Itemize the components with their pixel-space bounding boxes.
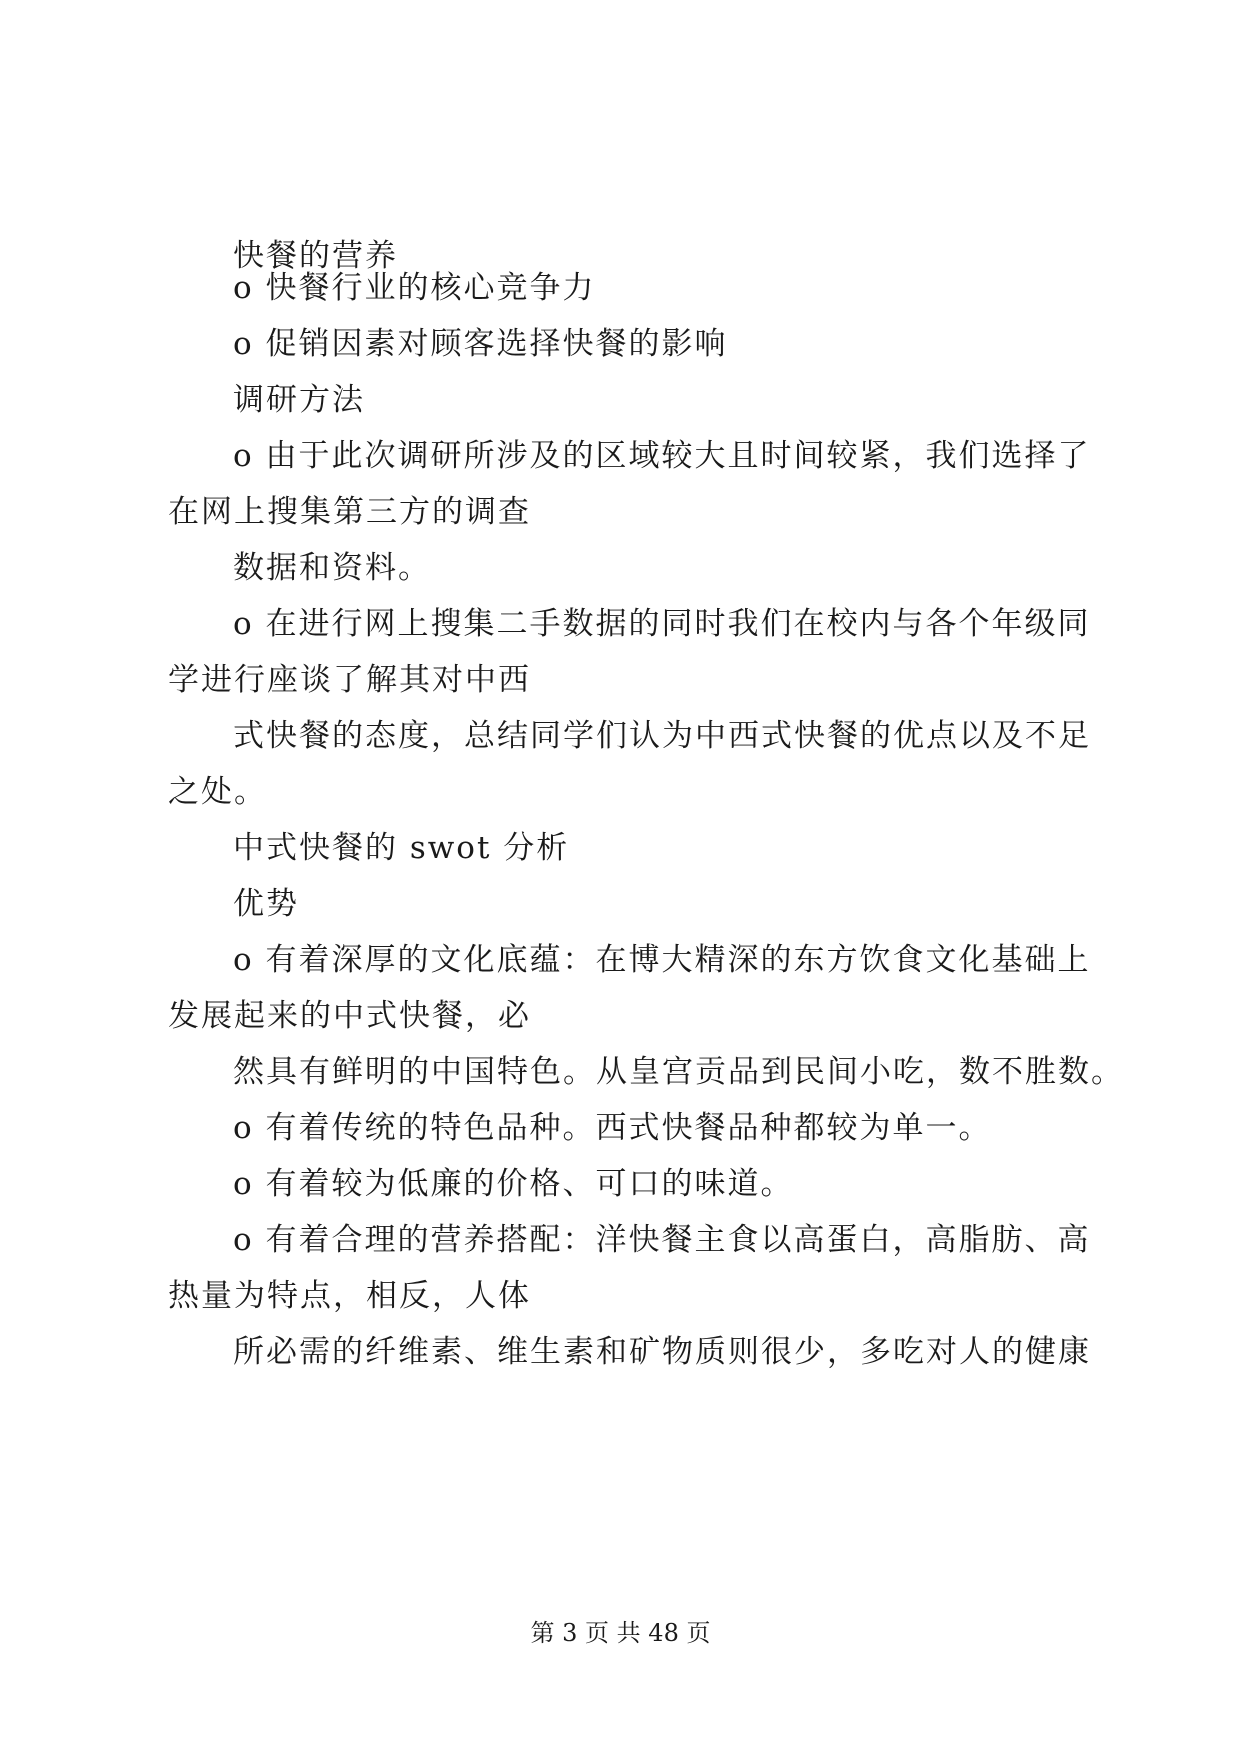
page-footer: 第 3 页 共 48 页	[530, 1619, 711, 1647]
text-line: o 促销因素对顾客选择快餐的影响	[233, 326, 728, 362]
text-line: 式快餐的态度，总结同学们认为中西式快餐的优点以及不足	[233, 718, 1091, 754]
text-line: o 有着较为低廉的价格、可口的味道。	[233, 1166, 794, 1202]
text-line: 热量为特点，相反，人体	[168, 1278, 531, 1314]
text-line: 快餐的营养	[233, 238, 398, 274]
text-line: o 有着深厚的文化底蕴：在博大精深的东方饮食文化基础上	[233, 942, 1091, 978]
text-line: 之处。	[168, 774, 267, 810]
section-heading: 优势	[233, 886, 299, 922]
text-line: o 有着合理的营养搭配：洋快餐主食以高蛋白，高脂肪、高	[233, 1222, 1091, 1258]
text-line: o 在进行网上搜集二手数据的同时我们在校内与各个年级同	[233, 606, 1091, 642]
text-line: 所必需的纤维素、维生素和矿物质则很少，多吃对人的健康	[233, 1334, 1091, 1370]
text-line: o 快餐行业的核心竞争力	[233, 270, 596, 306]
section-heading: 中式快餐的 swot 分析	[233, 830, 570, 866]
text-line: o 由于此次调研所涉及的区域较大且时间较紧，我们选择了	[233, 438, 1091, 474]
text-line: 学进行座谈了解其对中西	[168, 662, 531, 698]
text-line: o 有着传统的特色品种。西式快餐品种都较为单一。	[233, 1110, 992, 1146]
text-line: 然具有鲜明的中国特色。从皇宫贡品到民间小吃，数不胜数。	[233, 1054, 1124, 1090]
text-line: 调研方法	[233, 382, 365, 418]
text-line: 数据和资料。	[233, 550, 431, 586]
text-line: 发展起来的中式快餐，必	[168, 998, 531, 1034]
text-line: 在网上搜集第三方的调查	[168, 494, 531, 530]
